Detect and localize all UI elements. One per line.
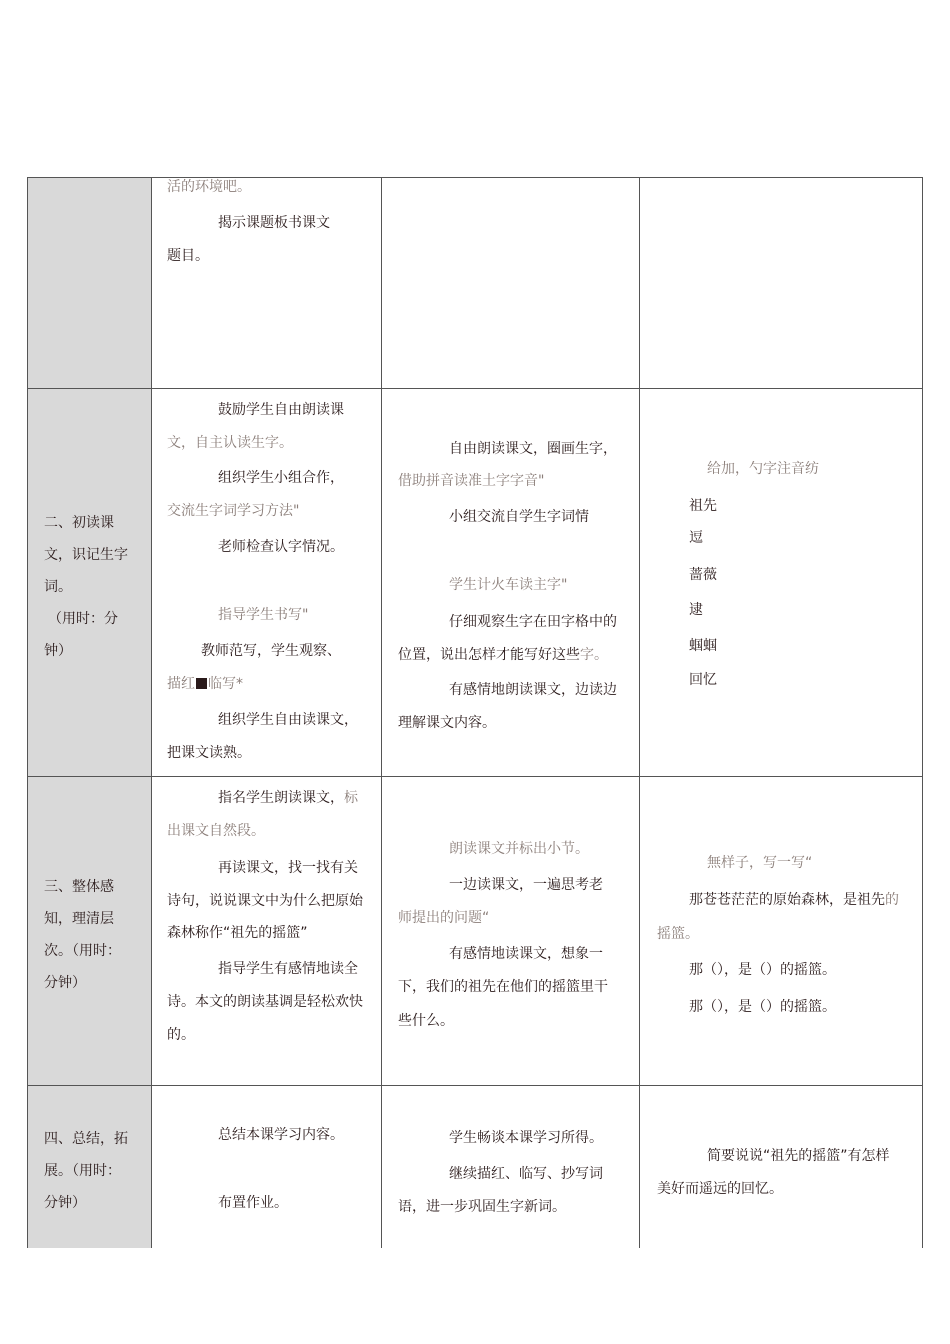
- design-text: 那苍苍茫茫的原始森林，是祖先的: [689, 892, 899, 908]
- table-right-border: [922, 177, 923, 1248]
- vocab-word: 回忆: [689, 672, 717, 688]
- student-text: 仔细观察生字在田字格中的: [449, 614, 617, 630]
- vocab-word: 蔷薇: [689, 567, 717, 583]
- student-text: 借助拼音读准土字字音": [398, 473, 545, 489]
- teacher-text: 诗。本文的朗读基调是轻松欢快: [167, 994, 363, 1010]
- teacher-text: 的。: [167, 1027, 195, 1043]
- student-text: 学生计火车读主字": [449, 577, 568, 593]
- teacher-text: 出课文自然段。: [167, 823, 265, 839]
- row-divider: [27, 388, 923, 389]
- student-text: 小组交流自学生字词情: [449, 509, 589, 525]
- table-left-border: [27, 177, 28, 1248]
- vocab-word: 逮: [689, 602, 703, 618]
- design-text: 给加，勺字注音纺: [707, 461, 819, 477]
- teacher-text: 总结本课学习内容。: [218, 1127, 344, 1143]
- student-text: 下，我们的祖先在他们的摇篮里干: [398, 979, 608, 995]
- teacher-text: 交流生字词学习方法": [167, 503, 300, 519]
- fill-blank-line: 那（），是（）的摇篮。: [689, 999, 836, 1015]
- teacher-text: 组织学生小组合作，: [218, 470, 344, 486]
- column-divider: [639, 177, 640, 1248]
- student-text: 有感情地读课文，想象一: [449, 946, 603, 962]
- student-text: 一边读课文，一遍思考老: [449, 877, 603, 893]
- row-divider: [27, 776, 923, 777]
- teacher-text: 指导学生有感情地读全: [218, 961, 358, 977]
- student-text: 理解课文内容。: [398, 715, 496, 731]
- black-square-mark: [196, 678, 207, 689]
- fill-blank-line: 那（），是（）的摇篮。: [689, 962, 836, 978]
- teacher-text: 教师范写，学生观察、: [201, 643, 341, 659]
- teacher-text: 描红 临写*: [167, 676, 243, 692]
- stage-cell-1: [28, 178, 151, 388]
- design-text: 美好而遥远的回忆。: [657, 1181, 783, 1197]
- teacher-text: 组织学生自由读课文，: [218, 712, 358, 728]
- teacher-text: 诗句，说说课文中为什么把原始: [167, 893, 363, 909]
- student-text: 朗读课文并标出小节。: [449, 841, 589, 857]
- student-text: 语，进一步巩固生字新词。: [398, 1199, 566, 1215]
- row-divider: [27, 1085, 923, 1086]
- student-text: 自由朗读课文，圈画生字，: [449, 441, 617, 457]
- vocab-word: 逗: [689, 530, 703, 546]
- stage-label: 四、总结，拓 展。（用时： 分钟）: [44, 1131, 128, 1211]
- teacher-text: 老师检查认字情况。: [218, 539, 344, 555]
- teacher-text: 鼓励学生自由朗读课: [218, 402, 344, 418]
- student-text: 位置，说出怎样才能写好这些字。: [398, 647, 608, 663]
- teacher-text: 揭示课题板书课文: [218, 215, 330, 231]
- teacher-text: 布置作业。: [218, 1195, 288, 1211]
- teacher-text: 森林称作“祖先的摇篮”: [167, 925, 308, 941]
- teacher-text: 把课文读熟。: [167, 745, 251, 761]
- design-text: 摇篮。: [657, 926, 699, 942]
- stage-label: 二、初读课 文，识记生字 词。 （用时：分 钟）: [44, 515, 128, 659]
- design-text: 简要说说“祖先的摇篮”有怎样: [707, 1148, 890, 1164]
- stage-label: 三、整体感 知，理清层 次。（用时： 分钟）: [44, 879, 121, 991]
- teacher-text: 活的环境吧。: [167, 179, 251, 195]
- table-top-border: [27, 177, 923, 178]
- teacher-text: 指名学生朗读课文，标: [218, 790, 358, 806]
- teacher-text: 文，自主认读生字。: [167, 435, 293, 451]
- student-text: 学生畅谈本课学习所得。: [449, 1130, 603, 1146]
- teacher-text: 指导学生书写": [218, 607, 309, 623]
- teacher-text: 题目。: [167, 248, 209, 264]
- student-text: 些什么。: [398, 1013, 454, 1029]
- column-divider: [381, 177, 382, 1248]
- column-divider: [151, 177, 152, 1248]
- student-text: 师提出的问题“: [398, 910, 490, 926]
- design-text: 無样子，写一写“: [707, 855, 813, 871]
- student-text: 有感情地朗读课文，边读边: [449, 682, 617, 698]
- student-text: 继续描红、临写、抄写词: [449, 1166, 603, 1182]
- teacher-text: 再读课文，找一找有关: [218, 860, 358, 876]
- vocab-word: 蝈蝈: [689, 638, 717, 654]
- vocab-word: 祖先: [689, 498, 717, 514]
